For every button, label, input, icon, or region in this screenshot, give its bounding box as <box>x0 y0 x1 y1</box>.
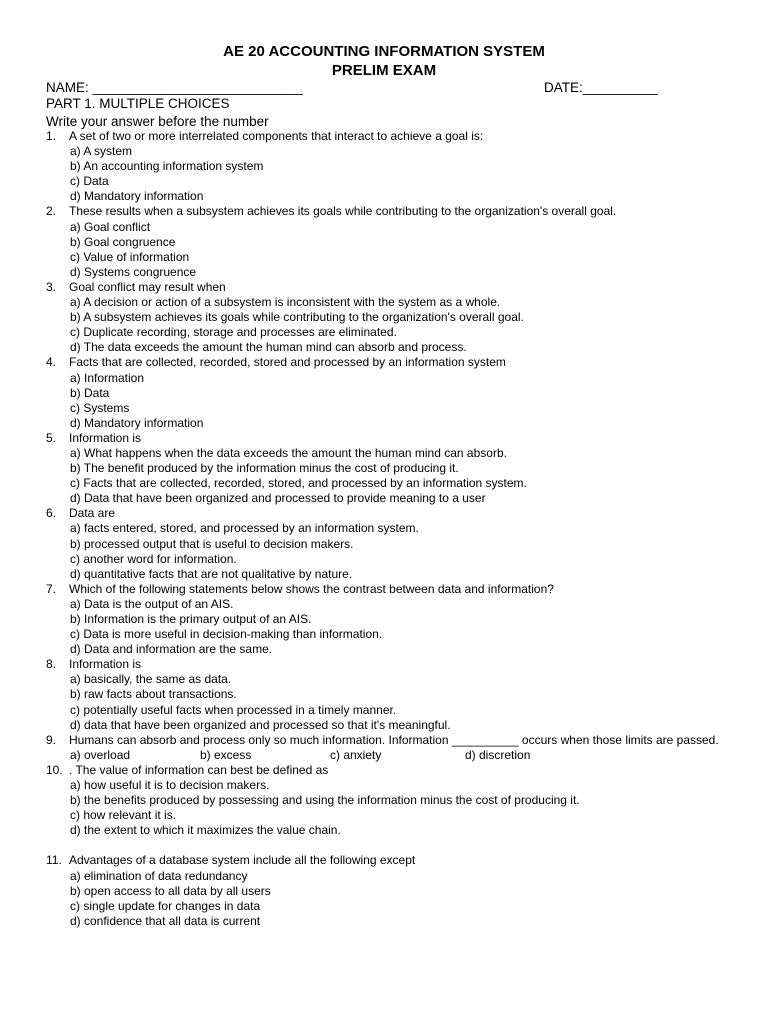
question-item <box>46 853 726 928</box>
question-stem: Which of the following statements below shows the contrast between data and information? <box>69 581 554 596</box>
answer-option: c) anxiety <box>330 747 382 762</box>
answer-option: a) overload <box>70 747 131 762</box>
question-stem: A set of two or more interrelated components that interact to achieve a goal is: <box>69 129 484 143</box>
answer-option: a) facts entered, stored, and processed by an information system. <box>70 521 419 536</box>
answer-option: a) how useful it is to decision makers. <box>70 778 270 793</box>
answer-option: b) Goal congruence <box>70 234 176 249</box>
answer-option: d) Mandatory information <box>70 189 204 204</box>
answer-option: b) open access to all data by all users <box>70 883 271 898</box>
answer-option: b) the benefits produced by possessing and using the information minus the cost of producing it. <box>70 793 580 808</box>
answer-option: d) Data that have been organized and processed to provide meaning to a user <box>70 491 486 506</box>
question-item <box>46 506 726 581</box>
answer-option: d) confidence that all data is current <box>70 913 261 928</box>
question-stem: Information is <box>69 657 142 672</box>
question-number: 11. <box>46 853 62 868</box>
question-number: 4. <box>46 355 57 370</box>
question-stem: Facts that are collected, recorded, stored and processed by an information system <box>69 355 506 370</box>
question-stem: Data are <box>69 506 116 521</box>
answer-option: a) A decision or action of a subsystem is inconsistent with the system as a whole. <box>70 295 501 310</box>
answer-option: d) discretion <box>465 747 531 762</box>
answer-option: a) Goal conflict <box>70 219 151 234</box>
date-field-label: DATE:__________ <box>544 80 658 95</box>
question-item <box>46 280 726 355</box>
answer-option: c) Value of information <box>70 249 190 264</box>
answer-option: b) An accounting information system <box>70 159 264 174</box>
question-number: 5. <box>46 430 57 445</box>
answer-option: b) A subsystem achieves its goals while contributing to the organization's overall goal. <box>70 310 524 325</box>
question-item <box>46 431 726 506</box>
answer-option: c) Facts that are collected, recorded, stored, and processed by an information system. <box>70 476 527 491</box>
instruction-text: Write your answer before the number <box>46 114 269 129</box>
question-item <box>46 582 726 657</box>
question-stem: Goal conflict may result when <box>69 279 226 294</box>
question-item <box>46 763 726 838</box>
answer-option: b) processed output that is useful to decision makers. <box>70 536 354 551</box>
question-number: 8. <box>46 657 57 672</box>
answer-option: c) another word for information. <box>70 551 237 566</box>
answer-option: b) Information is the primary output of an AIS. <box>70 612 312 626</box>
answer-option: b) raw facts about transactions. <box>70 687 237 702</box>
question-stem: Advantages of a database system include all the following except <box>69 853 416 868</box>
question-number: 1. <box>46 129 57 143</box>
answer-option: d) Mandatory information <box>70 415 204 430</box>
question-item <box>46 129 726 204</box>
question-number: 3. <box>46 279 57 294</box>
question-item <box>46 657 726 732</box>
answer-option: b) Data <box>70 385 110 400</box>
exam-title: AE 20 ACCOUNTING INFORMATION SYSTEM <box>223 43 545 60</box>
answer-option: d) The data exceeds the amount the human mind can absorb and process. <box>70 340 467 355</box>
answer-option: b) The benefit produced by the information minus the cost of producing it. <box>70 461 459 476</box>
answer-option: c) potentially useful facts when processed in a timely manner. <box>70 702 397 717</box>
answer-option: d) Data and information are the same. <box>70 642 273 657</box>
question-stem: Information is <box>69 430 142 445</box>
answer-option: d) quantitative facts that are not qualitative by nature. <box>70 566 353 581</box>
answer-option: d) Systems congruence <box>70 264 197 279</box>
answer-option: c) Data is more useful in decision-making than information. <box>70 627 383 642</box>
question-stem: Humans can absorb and process only so much information. Information __________ occurs when those limits are passed. <box>69 732 719 747</box>
answer-option: c) Systems <box>70 400 130 415</box>
question-list <box>46 129 726 929</box>
answer-option: c) how relevant it is. <box>70 808 177 823</box>
answer-option: b) excess <box>200 747 252 762</box>
answer-option: a) elimination of data redundancy <box>70 868 248 883</box>
answer-option: c) Duplicate recording, storage and processes are eliminated. <box>70 325 397 340</box>
answer-option: a) A system <box>70 144 133 159</box>
question-item <box>46 355 726 430</box>
answer-option: a) What happens when the data exceeds the amount the human mind can absorb. <box>70 445 507 460</box>
question-number: 6. <box>46 506 57 521</box>
answer-option: d) data that have been organized and processed so that it's meaningful. <box>70 717 451 732</box>
answer-option: c) single update for changes in data <box>70 898 261 913</box>
question-number: 9. <box>46 732 57 747</box>
question-number: 2. <box>46 204 57 219</box>
answer-option: a) Data is the output of an AIS. <box>70 596 234 611</box>
answer-option: a) basically, the same as data. <box>70 672 232 687</box>
question-item <box>46 204 726 279</box>
inline-options-row <box>46 748 726 763</box>
part-heading: PART 1. MULTIPLE CHOICES <box>46 96 230 111</box>
question-number: 7. <box>46 581 57 596</box>
question-item <box>46 733 726 763</box>
name-field-label: NAME: ____________________________ <box>46 80 303 95</box>
question-number: 10. <box>46 762 63 777</box>
answer-option: d) the extent to which it maximizes the value chain. <box>70 823 341 838</box>
name-date-row <box>46 80 746 96</box>
answer-option: c) Data <box>70 174 109 189</box>
answer-option: a) Information <box>70 370 145 385</box>
exam-subtitle: PRELIM EXAM <box>331 62 437 79</box>
question-stem: . The value of information can best be defined as <box>69 762 329 777</box>
question-stem: These results when a subsystem achieves its goals while contributing to the organization's overall goal. <box>69 204 617 219</box>
spacer <box>46 838 726 853</box>
